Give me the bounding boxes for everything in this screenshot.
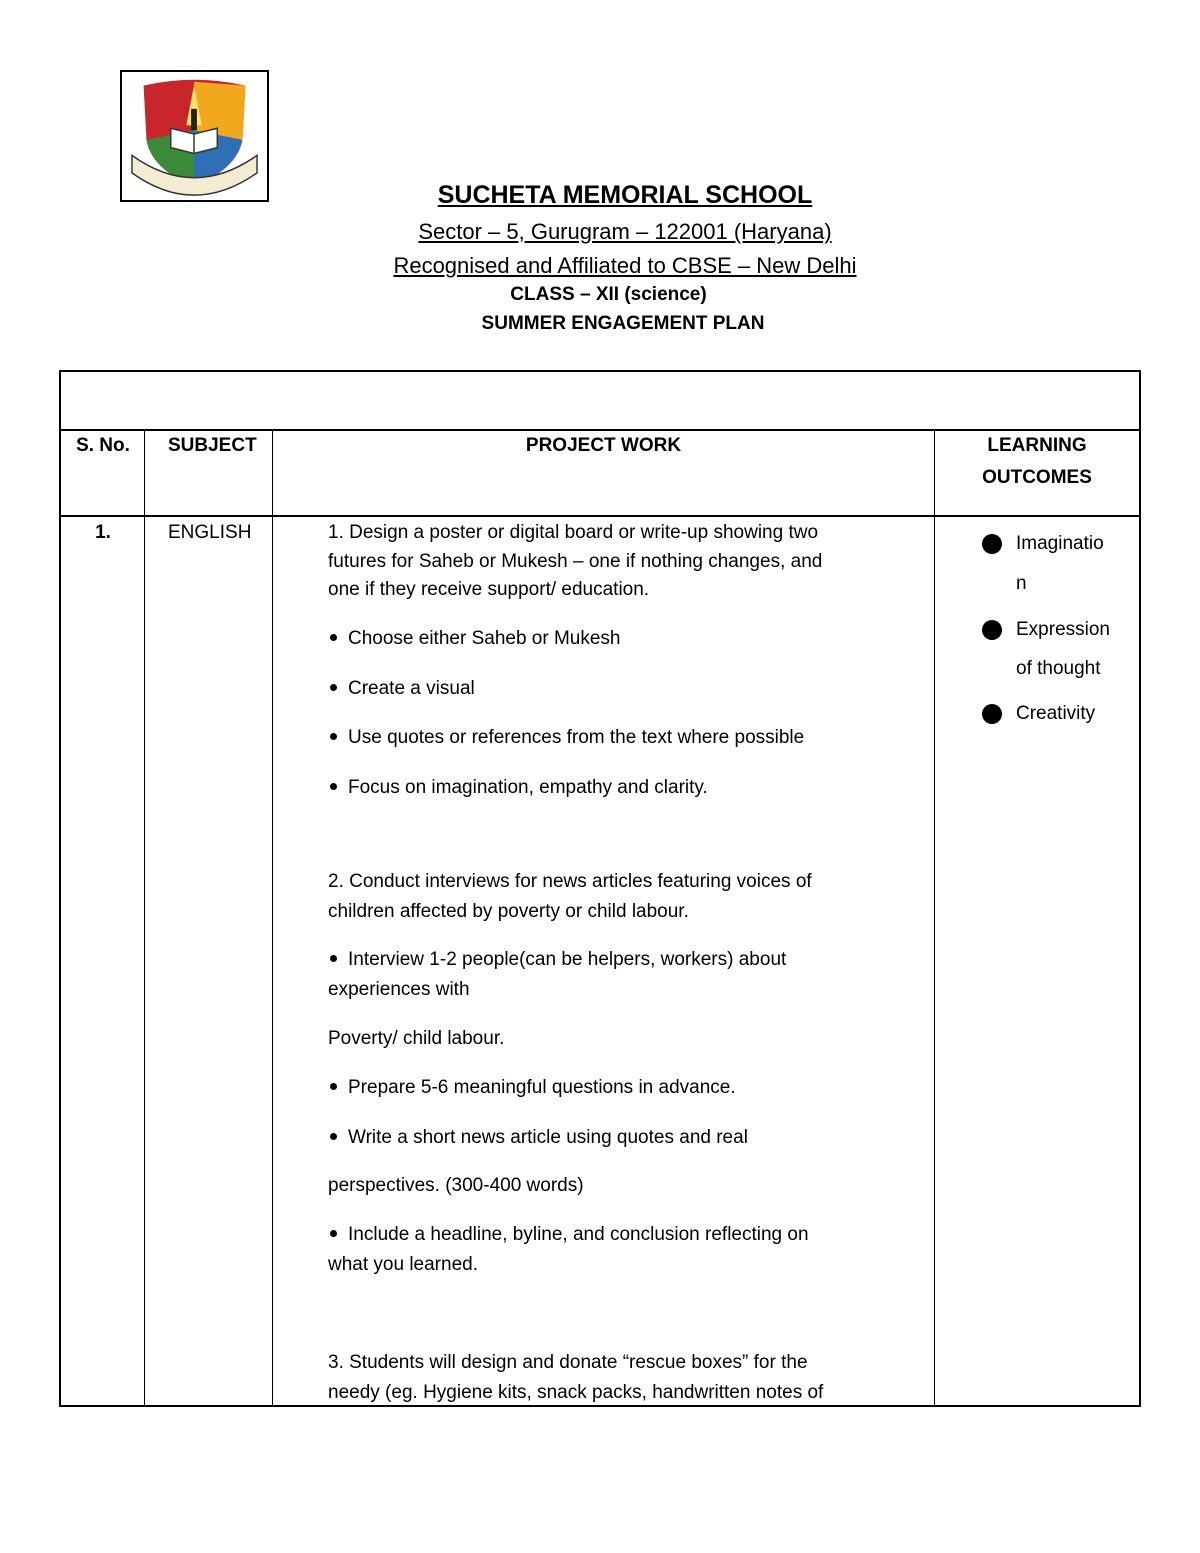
task1-bullet	[328, 723, 804, 752]
task1-line: one if they receive support/ education.	[328, 579, 650, 600]
bullet-icon	[330, 733, 337, 740]
bullet-icon	[330, 955, 337, 962]
outcome-bullet-icon	[982, 620, 1002, 640]
header-sno: S. No.	[76, 435, 130, 456]
affiliation-line: Recognised and Affiliated to CBSE – New Delhi	[393, 253, 857, 278]
bullet-text: Interview 1-2 people(can be helpers, workers) about	[348, 949, 787, 970]
school-address: Sector – 5, Gurugram – 122001 (Haryana)	[418, 219, 832, 244]
row-subject: ENGLISH	[168, 522, 252, 543]
task2-line: Poverty/ child labour.	[328, 1028, 505, 1049]
task2-line: perspectives. (300-400 words)	[328, 1175, 584, 1196]
header-subject: SUBJECT	[168, 435, 257, 456]
task3-line: needy (eg. Hygiene kits, snack packs, handwritten notes of	[328, 1382, 824, 1403]
bullet-text: Choose either Saheb or Mukesh	[348, 628, 621, 649]
bullet-text: Prepare 5-6 meaningful questions in advance.	[348, 1077, 736, 1098]
task2-bullet	[328, 1220, 809, 1249]
class-line: CLASS – XII (science)	[510, 284, 707, 305]
bullet-icon	[330, 634, 337, 641]
table-border-top	[59, 370, 1141, 372]
task2-bullet	[328, 945, 786, 974]
row-sno: 1.	[95, 522, 111, 543]
task1-bullet	[328, 773, 708, 802]
column-divider	[144, 429, 145, 1407]
outcome-text: Expression	[1016, 619, 1110, 640]
task2-line: 2. Conduct interviews for news articles featuring voices of	[328, 871, 812, 892]
bullet-text: Write a short news article using quotes and real	[348, 1127, 748, 1148]
outcome-text: n	[1016, 573, 1027, 594]
header-outcomes: OUTCOMES	[982, 467, 1092, 488]
column-divider	[272, 429, 273, 1407]
task1-bullet	[328, 624, 621, 653]
task2-line: children affected by poverty or child labour.	[328, 901, 689, 922]
outcome-text: of thought	[1016, 658, 1101, 679]
bullet-icon	[330, 1230, 337, 1237]
bullet-text: Create a visual	[348, 678, 475, 699]
column-divider	[934, 429, 935, 1407]
bullet-icon	[330, 684, 337, 691]
task1-line: futures for Saheb or Mukesh – one if nothing changes, and	[328, 551, 823, 572]
bullet-text: Focus on imagination, empathy and clarity.	[348, 777, 708, 798]
bullet-text: Include a headline, byline, and conclusion reflecting on	[348, 1224, 809, 1245]
task2-line: what you learned.	[328, 1254, 478, 1275]
task2-line: experiences with	[328, 979, 470, 1000]
task2-bullet	[328, 1073, 736, 1102]
plan-title: SUMMER ENGAGEMENT PLAN	[481, 313, 765, 334]
bullet-icon	[330, 1133, 337, 1140]
outcome-bullet-icon	[982, 704, 1002, 724]
bullet-icon	[330, 1083, 337, 1090]
outcome-text: Creativity	[1016, 703, 1096, 724]
task2-bullet	[328, 1123, 748, 1152]
header-learning: LEARNING	[987, 435, 1087, 456]
task3-line: 3. Students will design and donate “rescue boxes” for the	[328, 1352, 808, 1373]
bullet-icon	[330, 783, 337, 790]
outcome-bullet-icon	[982, 534, 1002, 554]
task1-line: 1. Design a poster or digital board or write-up showing two	[328, 522, 819, 543]
header-project-work: PROJECT WORK	[525, 435, 682, 456]
table-divider	[59, 515, 1141, 517]
task1-bullet	[328, 674, 475, 703]
bullet-text: Use quotes or references from the text where possible	[348, 727, 805, 748]
outcome-text: Imaginatio	[1016, 533, 1104, 554]
school-name: SUCHETA MEMORIAL SCHOOL	[437, 181, 813, 209]
